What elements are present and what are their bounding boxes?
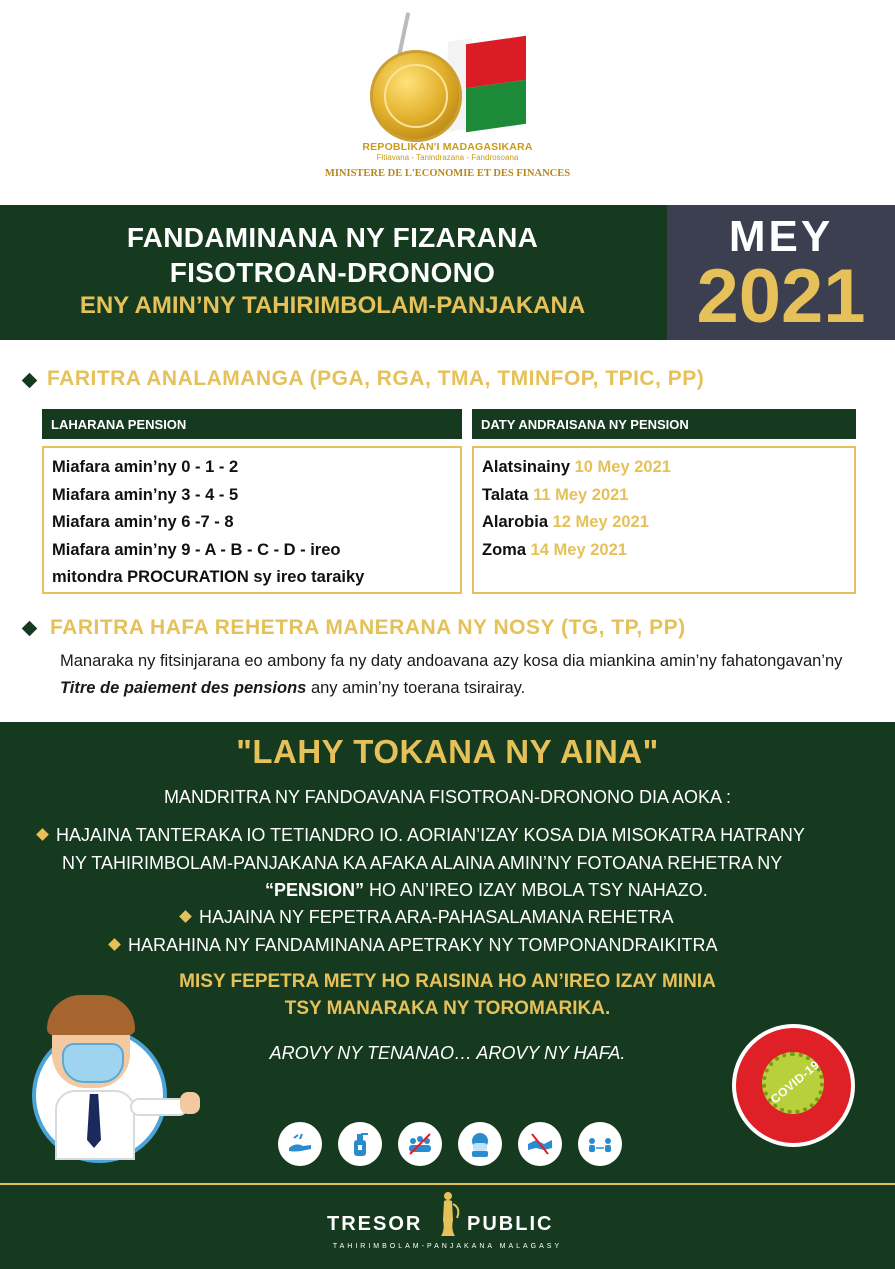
list-item — [482, 509, 846, 537]
day-name: Zoma — [482, 540, 527, 559]
day-date: 11 Mey 2021 — [533, 485, 629, 504]
bullet-text: HAJAINA TANTERAKA IO TETIANDRO IO. AORIAN’IZAY KOSA DIA MISOKATRA HATRANY — [56, 825, 805, 845]
section2-text — [60, 648, 850, 702]
page-title-line2: FISOTROAN-DRONONO — [169, 257, 496, 288]
bullet-item — [181, 903, 673, 932]
list-item: Miafara amin’ny 3 - 4 - 5 — [52, 485, 239, 504]
distance-icon — [578, 1122, 622, 1166]
page-title-line1: FANDAMINANA NY FIZARANA — [126, 222, 539, 253]
ministry-name: MINISTERE DE L'ECONOMIE ET DES FINANCES — [324, 168, 571, 179]
footer-divider — [0, 1183, 895, 1185]
list-item: mitondra PROCURATION sy ireo taraiky — [52, 568, 365, 586]
date-column-header: DATY ANDRAISANA NY PENSION — [472, 409, 856, 439]
day-date: 12 Mey 2021 — [552, 513, 649, 531]
brand-right: PUBLIC — [467, 1213, 554, 1235]
day-name: Talata — [482, 485, 529, 504]
face-mask-icon — [62, 1043, 124, 1083]
bullet-text: HARAHINA NY FANDAMINANA APETRAKY NY TOMPONANDRAIKITRA — [128, 935, 718, 955]
sanitizer-icon — [338, 1122, 382, 1166]
day-name: Alarobia — [482, 513, 549, 531]
warning-line1: MISY FEPETRA METY HO RAISINA HO AN’IREO IZAY MINIA — [179, 971, 716, 992]
day-name: Alatsinainy — [482, 458, 571, 476]
bullet-text: HAJAINA NY FEPETRA ARA-PAHASALAMANA REHETRA — [199, 907, 674, 927]
month-label: MEY — [728, 212, 834, 261]
brand-tagline: TAHIRIMBOLAM-PANJAKANA MALAGASY — [332, 1243, 563, 1250]
hand-washing-icon — [278, 1122, 322, 1166]
bullet-item — [38, 821, 805, 850]
bullet-diamond-icon — [22, 373, 38, 389]
republic-motto: Fitiavana - Tanindrazana - Fandrosoana — [376, 153, 519, 162]
section2-text-italic: Titre de paiement des pensions — [60, 679, 307, 697]
bullet-item-cont — [265, 876, 708, 905]
protect-slogan: AROVY NY TENANAO… AROVY NY HAFA. — [269, 1043, 626, 1063]
list-item: Miafara amin’ny 9 - A - B - C - D - ireo — [52, 540, 341, 559]
list-item — [482, 454, 846, 482]
instructions-heading: MANDRITRA NY FANDOAVANA FISOTROAN-DRONONO DIA AOKA : — [163, 787, 732, 807]
list-item: Miafara amin’ny 0 - 1 - 2 — [52, 458, 239, 476]
warning-line2: TSY MANARAKA NY TOROMARIKA. — [284, 998, 611, 1019]
bullet-item-cont: NY TAHIRIMBOLAM-PANJAKANA KA AFAKA ALAINA AMIN’NY FOTOANA REHETRA NY — [62, 853, 783, 873]
list-item — [482, 482, 846, 510]
crowd-icon — [398, 1122, 442, 1166]
day-date: 14 Mey 2021 — [530, 540, 627, 559]
mask-icon — [458, 1122, 502, 1166]
page-subtitle: ENY AMIN’NY TAHIRIMBOLAM-PANJAKANA — [79, 292, 586, 319]
doctor-hand — [180, 1092, 200, 1114]
day-date: 10 Mey 2021 — [574, 458, 671, 476]
bullet-diamond-icon — [22, 621, 38, 637]
no-handshake-icon — [518, 1122, 562, 1166]
bullet-text: HO AN’IREO IZAY MBOLA TSY NAHAZO. — [364, 880, 708, 900]
tresor-figure-icon — [431, 1190, 465, 1238]
pension-list — [42, 446, 462, 594]
section1-title: FARITRA ANALAMANGA (PGA, RGA, TMA, TMINFOP, TPIC, PP) — [47, 367, 705, 390]
slogan: "LAHY TOKANA NY AINA" — [236, 733, 659, 770]
brand-left: TRESOR — [327, 1213, 423, 1235]
bullet-diamond-icon — [36, 828, 49, 841]
republic-seal-icon — [370, 50, 462, 142]
pension-column-header: LAHARANA PENSION — [42, 409, 462, 439]
year-label: 2021 — [696, 254, 866, 339]
pension-emphasis: “PENSION” — [265, 880, 365, 900]
section2-text-part: Manaraka ny fitsinjarana eo ambony fa ny daty andoavana azy kosa dia miankina amin’ny fahatongavan’ny — [60, 652, 843, 670]
republic-name: REPOBLIKAN'I MADAGASIKARA — [362, 141, 533, 153]
list-item: Miafara amin’ny 6 -7 - 8 — [52, 513, 234, 531]
bullet-diamond-icon — [179, 910, 192, 923]
bullet-item — [110, 931, 717, 960]
date-list — [472, 446, 856, 594]
list-item — [482, 537, 846, 565]
covid-label: COVID-19 — [767, 1057, 823, 1107]
section2-text-part: any amin’ny toerana tsirairay. — [306, 679, 526, 697]
section2-title: FARITRA HAFA REHETRA MANERANA NY NOSY (TG, TP, PP) — [50, 616, 686, 639]
bullet-diamond-icon — [108, 938, 121, 951]
